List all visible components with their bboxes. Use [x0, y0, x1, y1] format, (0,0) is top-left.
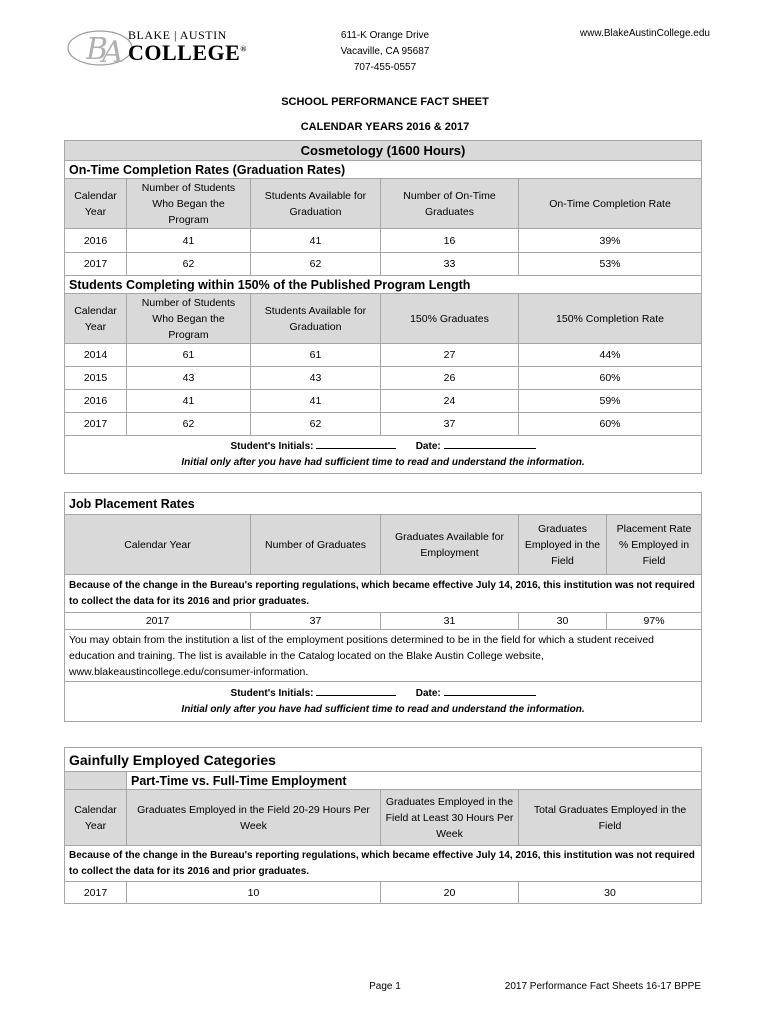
completion150-title: Students Completing within 150% of the Published Program Length — [65, 276, 702, 294]
table-row — [65, 413, 702, 436]
table-row — [65, 344, 702, 367]
initials-note: Initial only after you have had sufficient time to read and understand the information. — [181, 704, 585, 715]
cell: 37 — [251, 613, 381, 630]
cell: 97% — [607, 613, 702, 630]
cell: 10 — [127, 882, 381, 904]
logo-registered: ® — [240, 44, 247, 54]
cell: 53% — [519, 253, 702, 276]
program-name: Cosmetology (1600 Hours) — [65, 141, 702, 161]
cell: 39% — [519, 229, 702, 253]
col-students-began: Number of Students Who Began the Program — [127, 179, 251, 229]
initials-label: Student's Initials: — [230, 688, 314, 699]
cell: 30 — [519, 613, 607, 630]
placement-info: You may obtain from the institution a list of the employment positions determined to be in the field for which a student received education and training. The list is available in the Catalog located on the Blake Austin College website, www.blakeaustincollege.edu/consumer-information. — [65, 630, 702, 682]
table-row — [65, 367, 702, 390]
date-field[interactable] — [444, 685, 536, 696]
cell: 26 — [381, 367, 519, 390]
table-row — [65, 613, 702, 630]
col-available-employment: Graduates Available for Employment — [381, 515, 519, 575]
cell: 59% — [519, 390, 702, 413]
cell: 62 — [251, 413, 381, 436]
address-line2: Vacaville, CA 95687 — [340, 46, 430, 57]
initials-note: Initial only after you have had sufficient time to read and understand the information. — [181, 457, 585, 468]
col-150-completion-rate: 150% Completion Rate — [519, 294, 702, 344]
cell: 2017 — [65, 253, 127, 276]
gainful-title: Gainfully Employed Categories — [65, 748, 702, 772]
initials-block — [65, 436, 702, 474]
gainful-subtitle-spacer — [65, 772, 127, 790]
cell: 16 — [381, 229, 519, 253]
cell: 61 — [251, 344, 381, 367]
calendar-years-title: CALENDAR YEARS 2016 & 2017 — [300, 121, 470, 133]
cell: 62 — [127, 253, 251, 276]
page-title: SCHOOL PERFORMANCE FACT SHEET — [281, 96, 489, 108]
col-students-began: Number of Students Who Began the Program — [127, 294, 251, 344]
college-logo — [66, 26, 256, 70]
cell: 33 — [381, 253, 519, 276]
initials-field[interactable] — [316, 685, 396, 696]
cell: 27 — [381, 344, 519, 367]
cell: 2017 — [65, 882, 127, 904]
table-row — [65, 229, 702, 253]
cell: 43 — [127, 367, 251, 390]
col-calendar-year: Calendar Year — [65, 179, 127, 229]
date-field[interactable] — [444, 438, 536, 449]
col-number-graduates: Number of Graduates — [251, 515, 381, 575]
cell: 2014 — [65, 344, 127, 367]
cell: 2017 — [65, 613, 251, 630]
cell: 41 — [251, 390, 381, 413]
cell: 2017 — [65, 413, 127, 436]
cell: 62 — [251, 253, 381, 276]
cell: 62 — [127, 413, 251, 436]
logo-college: COLLEGE — [128, 40, 241, 65]
completion-title: On-Time Completion Rates (Graduation Rates) — [65, 161, 702, 179]
col-calendar-year: Calendar Year — [65, 515, 251, 575]
table-row — [65, 253, 702, 276]
cell: 31 — [381, 613, 519, 630]
col-completion-rate: On-Time Completion Rate — [519, 179, 702, 229]
cell: 60% — [519, 367, 702, 390]
cell: 2016 — [65, 390, 127, 413]
cell: 41 — [251, 229, 381, 253]
col-150-graduates: 150% Graduates — [381, 294, 519, 344]
gainful-note: Because of the change in the Bureau's reporting regulations, which became effective July 14, 2016, this institution was not required to collect the data for its 2016 and prior graduates. — [65, 846, 702, 882]
placement-title: Job Placement Rates — [65, 493, 702, 515]
logo-main-text — [128, 40, 247, 66]
col-calendar-year: Calendar Year — [65, 294, 127, 344]
col-calendar-year: Calendar Year — [65, 790, 127, 846]
cell: 44% — [519, 344, 702, 367]
date-label: Date: — [415, 688, 441, 699]
cell: 41 — [127, 229, 251, 253]
cell: 30 — [519, 882, 702, 904]
page-number: Page 1 — [369, 981, 401, 992]
cell: 37 — [381, 413, 519, 436]
col-available-graduation: Students Available for Graduation — [251, 179, 381, 229]
col-ontime-graduates: Number of On-Time Graduates — [381, 179, 519, 229]
school-address — [300, 28, 470, 76]
col-available-graduation: Students Available for Graduation — [251, 294, 381, 344]
table-row — [65, 390, 702, 413]
date-label: Date: — [415, 441, 441, 452]
col-fulltime: Graduates Employed in the Field at Least 30 Hours Per Week — [381, 790, 519, 846]
initials-block — [65, 682, 702, 722]
table-row — [65, 882, 702, 904]
phone-number: 707-455-0557 — [353, 62, 417, 73]
cell: 24 — [381, 390, 519, 413]
initials-label: Student's Initials: — [230, 441, 314, 452]
svg-text:A: A — [102, 35, 124, 70]
initials-field[interactable] — [316, 438, 396, 449]
gainful-table — [64, 747, 702, 904]
cell: 60% — [519, 413, 702, 436]
col-placement-rate: Placement Rate % Employed in Field — [607, 515, 702, 575]
completion-table — [64, 140, 702, 474]
cell: 2016 — [65, 229, 127, 253]
col-parttime: Graduates Employed in the Field 20-29 Hours Per Week — [127, 790, 381, 846]
address-line1: 611-K Orange Drive — [340, 30, 430, 41]
cell: 61 — [127, 344, 251, 367]
logo-top-text: BLAKE | AUSTIN — [128, 28, 227, 42]
footer-document-name: 2017 Performance Fact Sheets 16-17 BPPE — [504, 981, 701, 992]
svg-text:B: B — [86, 32, 109, 67]
website-link[interactable]: www.BlakeAustinCollege.edu — [579, 28, 710, 39]
placement-table — [64, 492, 702, 722]
gainful-subtitle: Part-Time vs. Full-Time Employment — [127, 772, 702, 790]
col-total-employed: Total Graduates Employed in the Field — [519, 790, 702, 846]
col-employed-field: Graduates Employed in the Field — [519, 515, 607, 575]
cell: 41 — [127, 390, 251, 413]
cell: 20 — [381, 882, 519, 904]
cell: 43 — [251, 367, 381, 390]
cell: 2015 — [65, 367, 127, 390]
placement-note: Because of the change in the Bureau's reporting regulations, which became effective July 14, 2016, this institution was not required to collect the data for its 2016 and prior graduates. — [65, 575, 702, 613]
